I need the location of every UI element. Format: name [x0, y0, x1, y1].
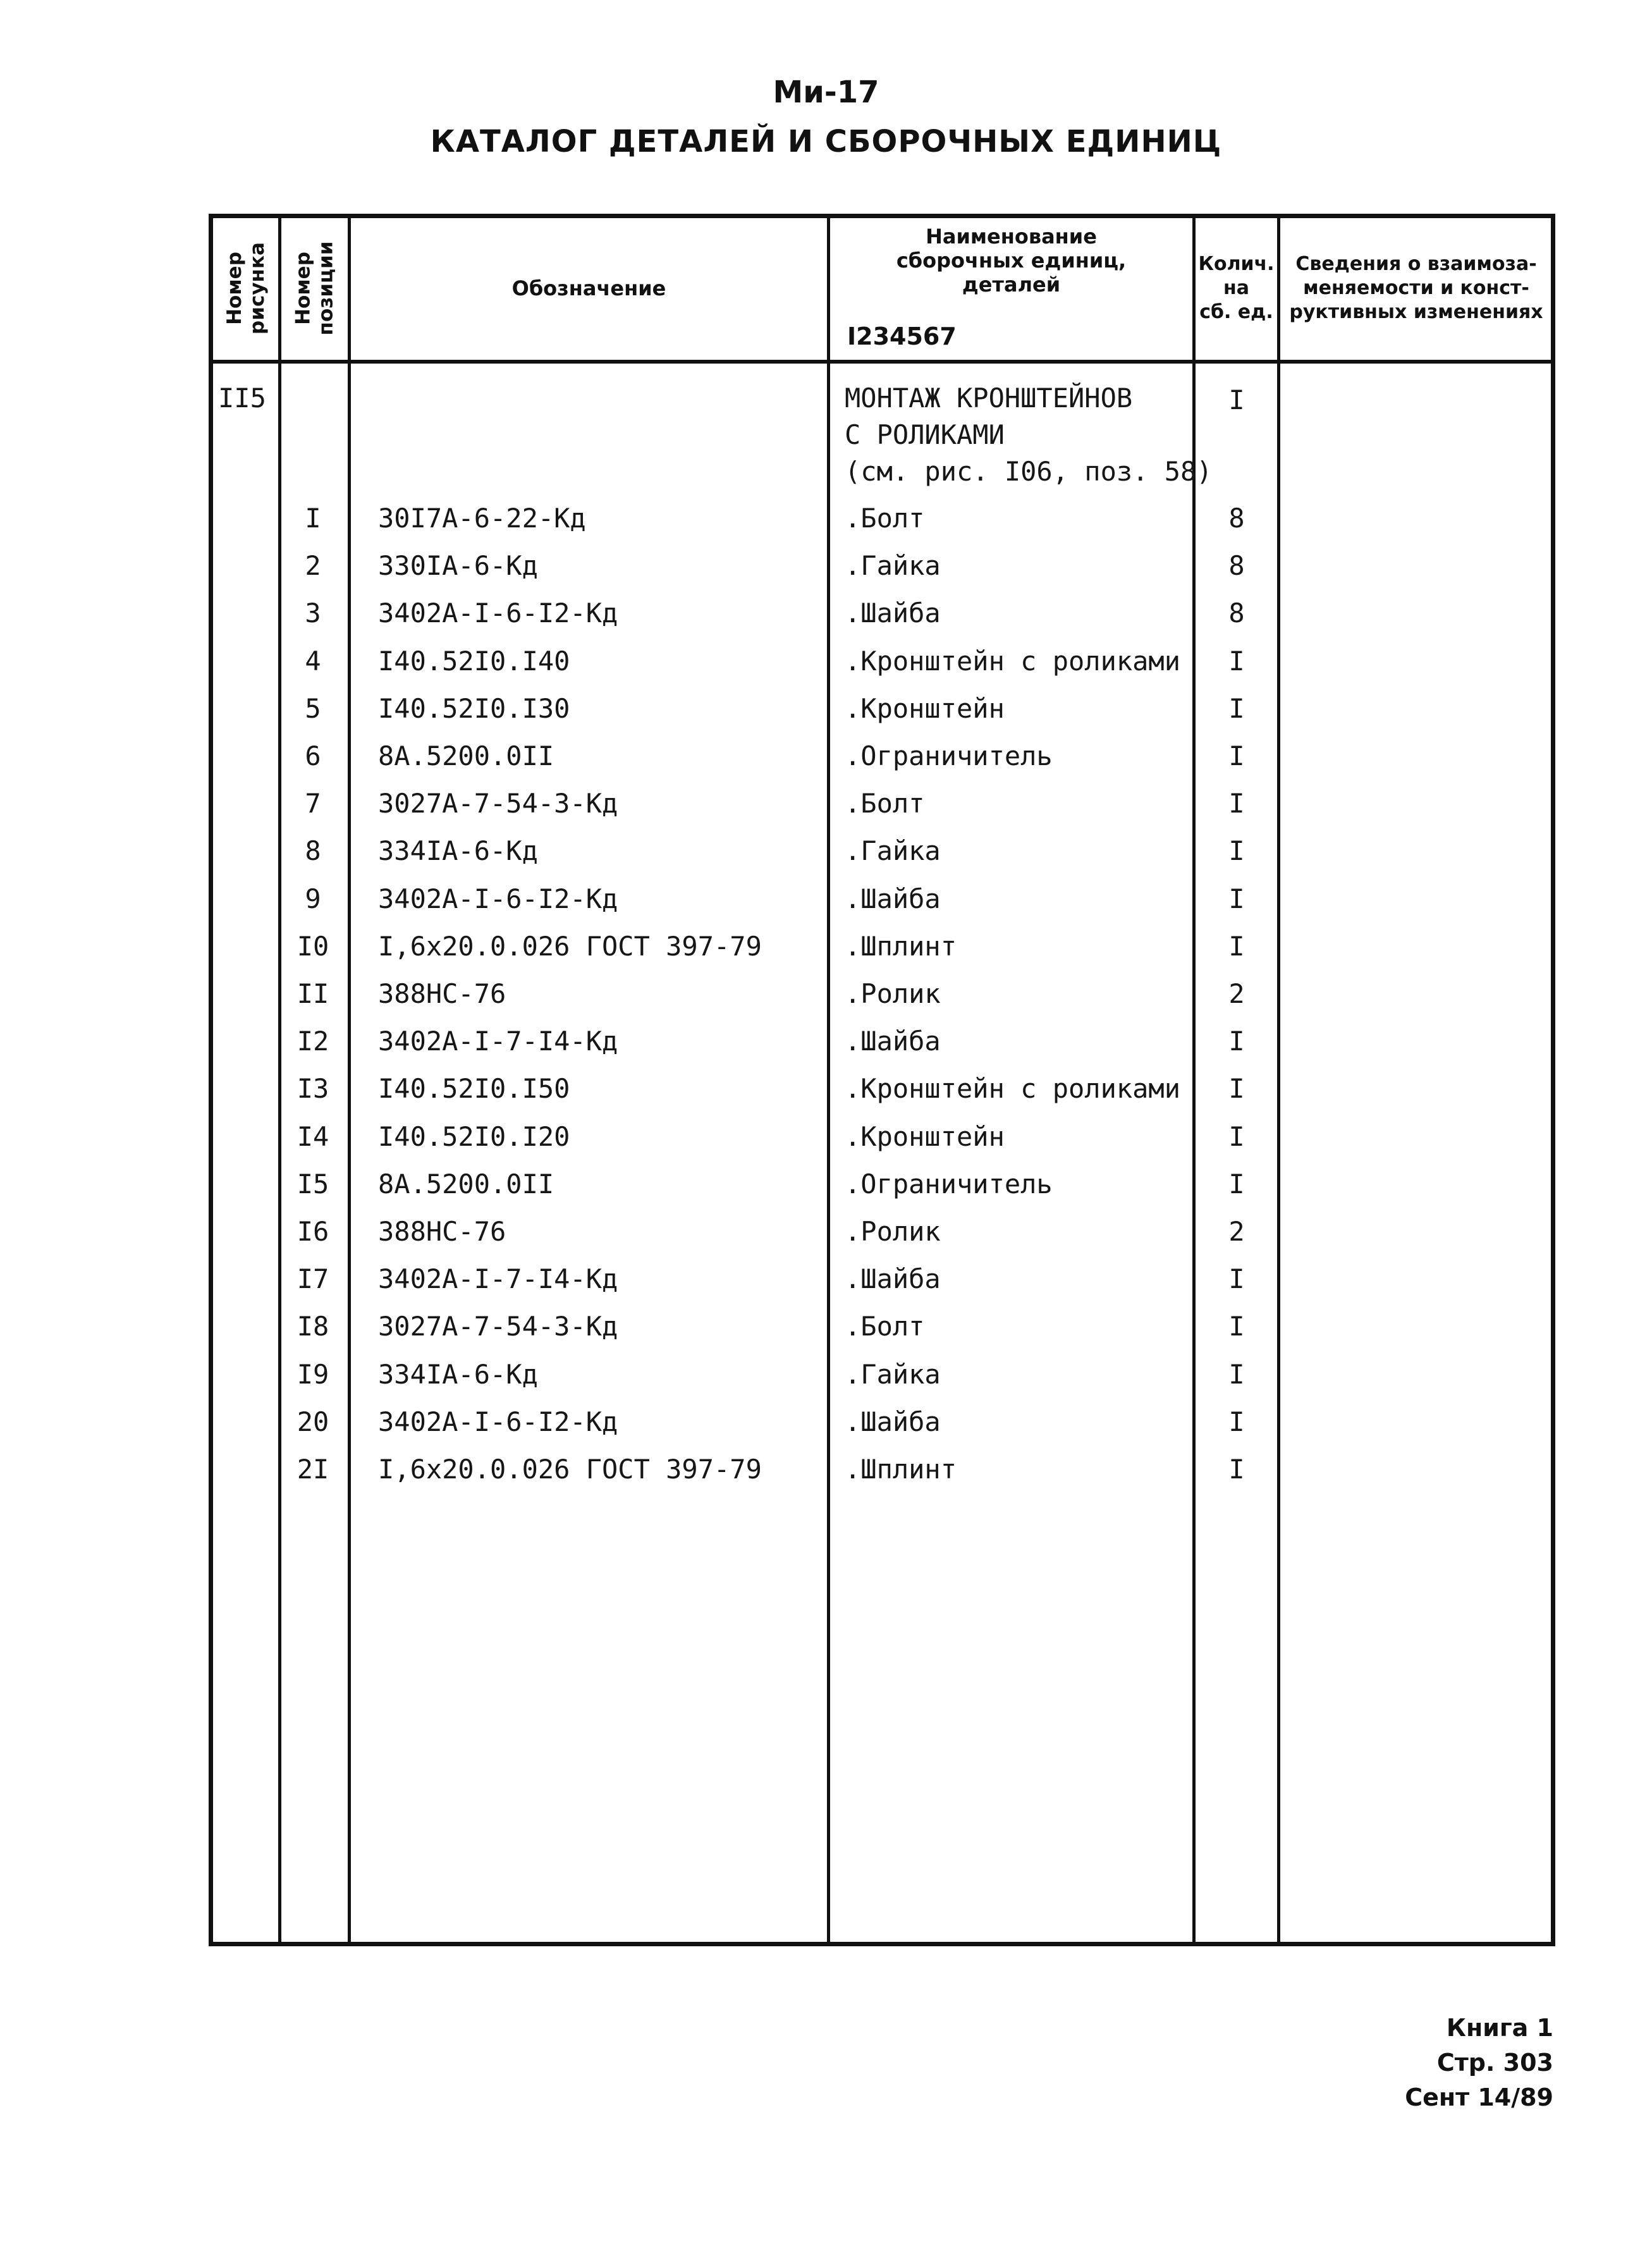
part-name: .Кронштейн с роликами — [845, 646, 1181, 677]
position-number: 9 — [305, 883, 321, 914]
part-quantity: I — [1228, 740, 1245, 771]
part-name: .Гайка — [845, 1359, 941, 1390]
header-interchangeability: Сведения о взаимоза- меняемости и конст- руктивных изменениях — [1289, 253, 1543, 323]
document-title: Ми-17 — [773, 75, 879, 110]
part-name: .Болт — [845, 788, 925, 819]
part-quantity: I — [1228, 1169, 1245, 1200]
part-quantity: I — [1228, 1263, 1245, 1294]
part-designation: 3027A-7-54-3-Кд — [378, 1311, 618, 1342]
part-designation: 3402A-I-6-I2-Кд — [378, 598, 618, 629]
part-designation: I,6x20.0.026 ГОСТ 397-79 — [378, 931, 762, 962]
part-name: .Шплинт — [845, 1454, 957, 1485]
part-name: .Ролик — [845, 1216, 941, 1247]
part-quantity: 8 — [1228, 598, 1245, 629]
part-designation: 3402A-I-7-I4-Кд — [378, 1263, 618, 1294]
figure-number: II5 — [218, 383, 266, 414]
position-number: I0 — [297, 931, 329, 962]
part-designation: 3402A-I-7-I4-Кд — [378, 1026, 618, 1057]
position-number: I2 — [297, 1026, 329, 1057]
part-designation: 330IA-6-Кд — [378, 550, 538, 581]
part-designation: I40.52I0.I20 — [378, 1121, 570, 1152]
position-number: I — [305, 503, 321, 534]
position-number: 4 — [305, 646, 321, 677]
part-quantity: I — [1228, 1026, 1245, 1057]
part-quantity: 2 — [1228, 978, 1245, 1009]
part-designation: 8A.5200.0II — [378, 1169, 554, 1200]
part-quantity: I — [1228, 1121, 1245, 1152]
part-name: .Шайба — [845, 1263, 941, 1294]
part-quantity: I — [1228, 1406, 1245, 1437]
position-number: 6 — [305, 740, 321, 771]
position-number: I7 — [297, 1263, 329, 1294]
assembly-name-line: (см. рис. I06, поз. 58) — [845, 456, 1213, 487]
part-designation: 388HC-76 — [378, 978, 506, 1009]
header-figure-number: Номер рисунка — [223, 242, 269, 334]
part-name: .Шайба — [845, 598, 941, 629]
position-number: 2I — [297, 1454, 329, 1485]
part-designation: I40.52I0.I30 — [378, 693, 570, 724]
catalog-title: КАТАЛОГ ДЕТАЛЕЙ И СБОРОЧНЫХ ЕДИНИЦ — [430, 124, 1222, 159]
position-number: II — [297, 978, 329, 1009]
header-name: Наименование сборочных единиц, деталей — [896, 224, 1127, 297]
part-quantity: I — [1228, 693, 1245, 724]
book-label: Книга 1 — [1446, 2014, 1553, 2042]
part-quantity: I — [1228, 1311, 1245, 1342]
position-number: 2 — [305, 550, 321, 581]
part-designation: 3027A-7-54-3-Кд — [378, 788, 618, 819]
assembly-name-line: С РОЛИКАМИ — [845, 419, 1005, 450]
header-designation: Обозначение — [511, 276, 666, 300]
part-name: .Ограничитель — [845, 740, 1053, 771]
position-number: I9 — [297, 1359, 329, 1390]
position-number: I5 — [297, 1169, 329, 1200]
column-divider — [827, 214, 830, 1946]
position-number: I3 — [297, 1073, 329, 1104]
part-designation: 334IA-6-Кд — [378, 1359, 538, 1390]
revision-date: Сент 14/89 — [1405, 2083, 1553, 2111]
part-quantity: 8 — [1228, 503, 1245, 534]
part-name: .Болт — [845, 1311, 925, 1342]
page-label: Стр. 303 — [1436, 2049, 1553, 2077]
part-designation: I40.52I0.I40 — [378, 646, 570, 677]
part-quantity: I — [1228, 835, 1245, 866]
part-designation: 334IA-6-Кд — [378, 835, 538, 866]
position-number: 5 — [305, 693, 321, 724]
position-number: I8 — [297, 1311, 329, 1342]
header-divider — [209, 360, 1555, 364]
part-designation: 8A.5200.0II — [378, 740, 554, 771]
part-name: .Кронштейн — [845, 1121, 1005, 1152]
part-quantity: I — [1228, 788, 1245, 819]
column-divider — [348, 214, 351, 1946]
part-designation: 3402A-I-6-I2-Кд — [378, 1406, 618, 1437]
part-name: .Шайба — [845, 1026, 941, 1057]
header-quantity: Колич. на сб. ед. — [1198, 253, 1275, 323]
part-name: .Кронштейн с роликами — [845, 1073, 1181, 1104]
part-quantity: 2 — [1228, 1216, 1245, 1247]
header-name-code: I234567 — [847, 322, 957, 350]
part-quantity: 8 — [1228, 550, 1245, 581]
assembly-quantity: I — [1228, 384, 1245, 415]
part-quantity: I — [1228, 931, 1245, 962]
part-name: .Ролик — [845, 978, 941, 1009]
part-name: .Шплинт — [845, 931, 957, 962]
position-number: 7 — [305, 788, 321, 819]
part-name: .Кронштейн — [845, 693, 1005, 724]
part-designation: 30I7A-6-22-Кд — [378, 503, 586, 534]
part-quantity: I — [1228, 646, 1245, 677]
header-position-number: Номер позиции — [291, 241, 338, 336]
part-designation: I,6x20.0.026 ГОСТ 397-79 — [378, 1454, 762, 1485]
part-name: .Ограничитель — [845, 1169, 1053, 1200]
position-number: 8 — [305, 835, 321, 866]
position-number: I4 — [297, 1121, 329, 1152]
assembly-name-line: МОНТАЖ КРОНШТЕЙНОВ — [845, 383, 1133, 414]
part-quantity: I — [1228, 1359, 1245, 1390]
position-number: 3 — [305, 598, 321, 629]
part-name: .Болт — [845, 503, 925, 534]
position-number: I6 — [297, 1216, 329, 1247]
part-name: .Шайба — [845, 883, 941, 914]
part-quantity: I — [1228, 1073, 1245, 1104]
part-name: .Шайба — [845, 1406, 941, 1437]
part-quantity: I — [1228, 1454, 1245, 1485]
part-designation: 3402A-I-6-I2-Кд — [378, 883, 618, 914]
part-quantity: I — [1228, 883, 1245, 914]
part-name: .Гайка — [845, 550, 941, 581]
part-name: .Гайка — [845, 835, 941, 866]
part-designation: 388HC-76 — [378, 1216, 506, 1247]
part-designation: I40.52I0.I50 — [378, 1073, 570, 1104]
position-number: 20 — [297, 1406, 329, 1437]
